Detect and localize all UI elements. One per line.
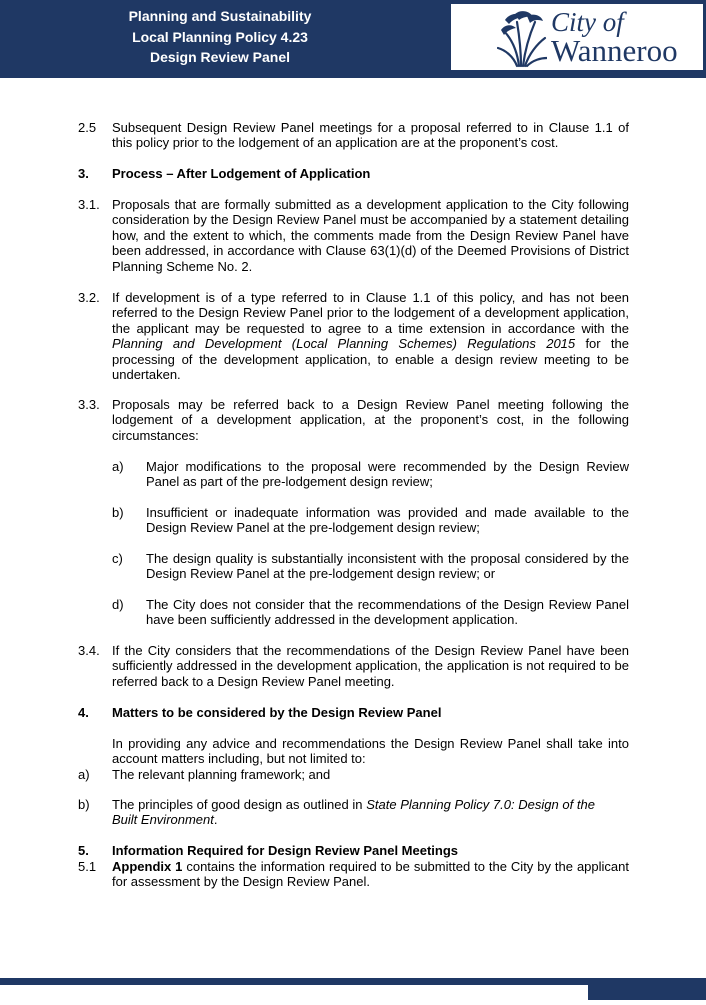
clause-number: 5.1 [78, 859, 97, 874]
clause-3-3-a-text: Major modifications to the proposal were recommended by the Design Review Panel as part of the pre-lodgement design review; [146, 459, 629, 490]
clause-number: 3.1. [78, 197, 100, 212]
list-letter: a) [112, 459, 124, 474]
list-letter: c) [112, 551, 123, 566]
clause-3-3-d-text: The City does not consider that the recommendations of the Design Review Panel have been sufficiently addressed in the development application. [146, 597, 629, 628]
clause-5-1-text: Appendix 1 contains the information required to be submitted to the City by the applicant for assessment by the Design Review Panel. [112, 859, 629, 890]
section-number: 4. [78, 705, 89, 720]
title-line-2: Local Planning Policy 4.23 [132, 28, 308, 45]
clause-number: 3.4. [78, 643, 100, 658]
clause-3-3-text: Proposals may be referred back to a Design Review Panel meeting following the lodgement of a development application, at the proponent’s cost, in the following circumstances: [112, 397, 629, 443]
clause-3-4-text: If the City considers that the recommendations of the Design Review Panel have been sufficiently addressed in the development application, the application is not required to be referred back to a Design Review Panel meeting. [112, 643, 629, 689]
clause-3-3-b-text: Insufficient or inadequate information was provided and made available to the Design Review Panel at the pre-lodgement design review; [146, 505, 629, 536]
list-letter: a) [78, 767, 90, 782]
section-5-heading: Information Required for Design Review Panel Meetings [112, 843, 459, 858]
section-4-intro: In providing any advice and recommendations the Design Review Panel shall take into account matters including, but not limited to: [112, 736, 629, 767]
clause-number: 3.2. [78, 290, 100, 305]
section-3-heading: Process – After Lodgement of Application [112, 166, 371, 181]
section-4-heading: Matters to be considered by the Design Review Panel [112, 705, 442, 720]
clause-2-5-text: Subsequent Design Review Panel meetings for a proposal referred to in Clause 1.1 of this policy prior to the lodgement of an application are at the proponent’s cost. [112, 120, 629, 151]
logo-city-text: City of [551, 7, 624, 37]
footer-stripe [0, 985, 588, 1000]
section-number: 3. [78, 166, 89, 181]
clause-3-1-text: Proposals that are formally submitted as a development application to the City following consideration by the Design Review Panel must be accompanied by a statement detailing how, and the extent to which, the comments made from the Design Review Panel have been addressed, in accordance with Clause 63(1)(d) of the Deemed Provisions of District Planning Scheme No. 2. [112, 197, 629, 274]
section-number: 5. [78, 843, 89, 858]
title-line-3: Design Review Panel [149, 49, 291, 65]
clause-number: 3.3. [78, 397, 100, 412]
title-line-1: Planning and Sustainability [128, 8, 312, 24]
clause-number: 2.5 [78, 120, 97, 135]
clause-3-3-c-text: The design quality is substantially inconsistent with the proposal considered by the Design Review Panel at the pre-lodgement design review; or [146, 551, 629, 582]
section-4-b-text: The principles of good design as outlined in State Planning Policy 7.0: Design of the Built Environment. [112, 797, 595, 828]
list-letter: b) [78, 797, 90, 812]
logo-wanneroo-text: Wanneroo [551, 33, 678, 68]
list-letter: d) [112, 597, 124, 612]
section-4-a-text: The relevant planning framework; and [112, 767, 331, 782]
clause-3-2-text: If development is of a type referred to in Clause 1.1 of this policy, and has not been referred to the Design Review Panel prior to the lodgement of a development application, the applicant may be requested to agree to a time extension in accordance with the Planning and Development (Local Planning Schemes) Regulations 2015 for the processing of the development application, to enable a design review meeting to be undertaken. [112, 290, 629, 383]
list-letter: b) [112, 505, 124, 520]
